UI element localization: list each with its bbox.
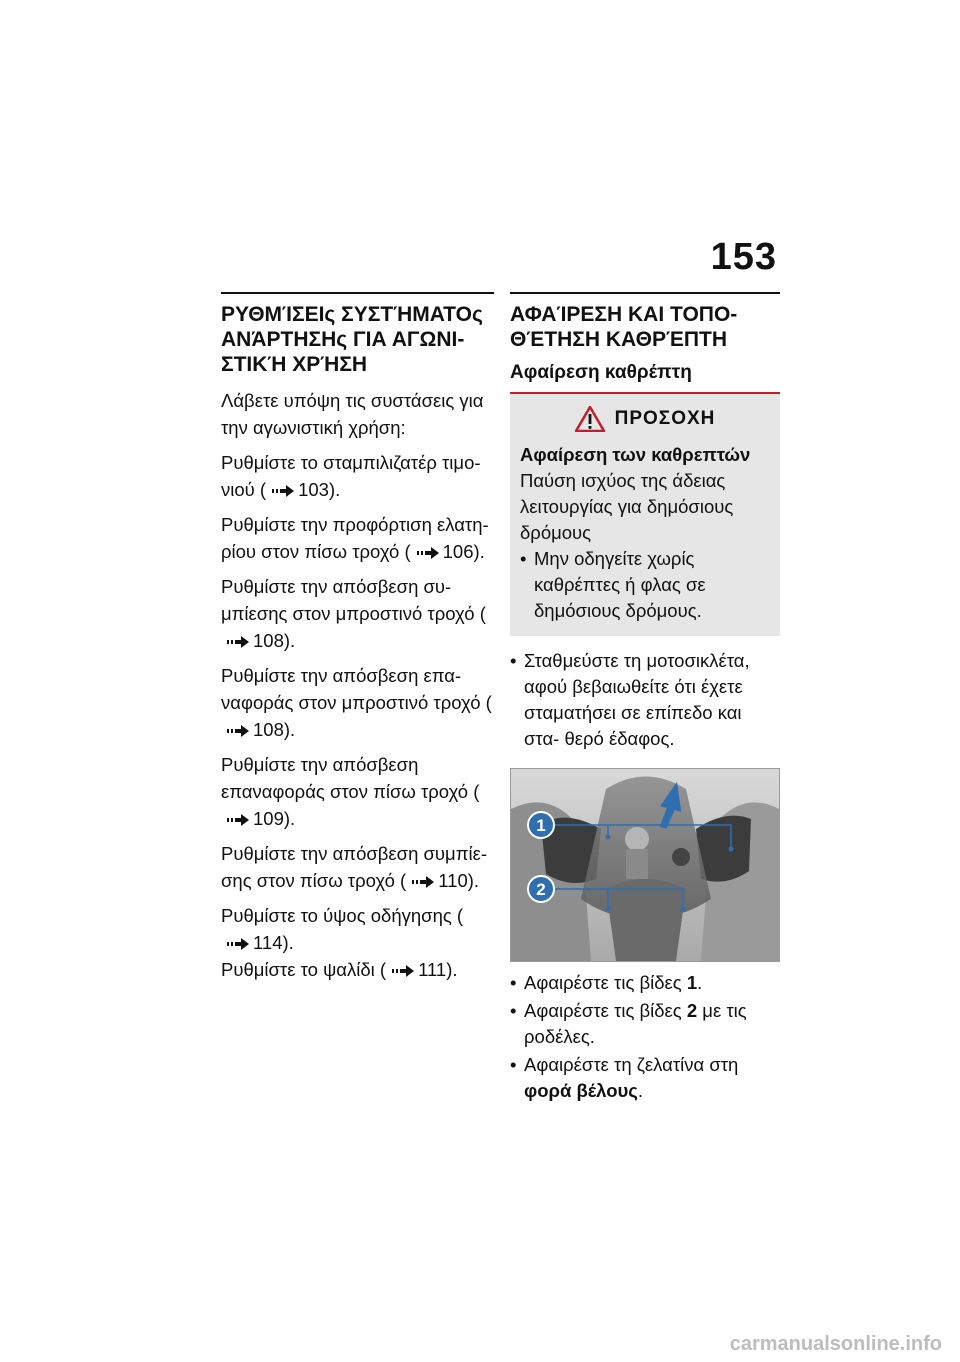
page-ref-link[interactable]: 111).	[418, 959, 458, 980]
warning-bullet: • Μην οδηγείτε χωρίς καθρέπτες ή φλας σε δημόσιους δρόμους.	[520, 546, 770, 624]
svg-text:2: 2	[536, 880, 546, 899]
step-text: Αφαιρέστε τις βίδες	[524, 1000, 687, 1021]
mirror-removal-figure	[510, 768, 780, 962]
adjust-item: Ρυθμίστε το ψαλίδι ( 111).	[221, 959, 458, 980]
adjust-item: Ρυθμίστε την προφόρτιση ελατη- ρίου στον πίσω τροχό ( 106).	[221, 514, 489, 562]
adjust-item-text: Ρυθμίστε το ψαλίδι	[221, 959, 375, 980]
section-title: ΡΥΘΜΊΣΕΙς ΣΥΣΤΉΜΑΤΟς ΑΝΆΡΤΗΣΗς ΓΙΑ ΑΓΩΝΙ- ΣΤΙΚΉ ΧΡΉΣΗ	[221, 303, 483, 376]
page-ref-arrow-icon	[227, 725, 249, 737]
adjust-item-text: Ρυθμίστε την προφόρτιση ελατη- ρίου στον πίσω τροχό	[221, 514, 489, 562]
warning-text: Παύση ισχύος της άδειας λειτουργίας για δημόσιους δρόμους	[520, 470, 734, 543]
page-ref-arrow-icon	[227, 938, 249, 950]
page-ref-link[interactable]: 114).	[253, 932, 294, 953]
section-divider	[510, 292, 780, 294]
warning-heading: Αφαίρεση των καθρεπτών	[520, 444, 751, 465]
left-column	[221, 292, 494, 991]
step-text: .	[697, 972, 703, 993]
subsection-title: Αφαίρεση καθρέπτη	[510, 362, 692, 383]
adjust-item-text: Ρυθμίστε την απόσβεση επαναφοράς στον πίσω τροχό	[221, 754, 469, 802]
callout-2	[528, 876, 554, 902]
page-ref-arrow-icon	[227, 636, 249, 648]
step-item	[510, 1052, 780, 1104]
watermark: carmanualsonline.info	[729, 1333, 942, 1355]
callout-1	[528, 812, 554, 838]
page-ref-arrow-icon	[392, 965, 414, 977]
adjust-item: Ρυθμίστε την απόσβεση συ- μπίεσης στον μπροστινό τροχό (108).	[221, 576, 486, 651]
section-divider	[221, 292, 494, 294]
adjust-item: Ρυθμίστε την απόσβεση επα- ναφοράς στον μπροστινό τροχό (108).	[221, 665, 492, 740]
warning-header	[520, 406, 770, 432]
page-ref-link[interactable]: 108).	[253, 630, 296, 651]
section-title: ΑΦΑΊΡΕΣΗ ΚΑΙ ΤΟΠΟ- ΘΈΤΗΣΗ ΚΑΘΡΈΠΤΗ	[510, 303, 738, 351]
step-ref: 2	[686, 1000, 698, 1021]
step-item	[510, 998, 780, 1050]
right-column	[510, 292, 780, 1106]
page-number: 153	[710, 236, 777, 278]
page-ref-arrow-icon	[412, 876, 434, 888]
step-text: με τις ροδέλες.	[524, 1000, 747, 1047]
page-ref-link[interactable]: 103).	[298, 479, 341, 500]
adjust-item: Ρυθμίστε την απόσβεση συμπίε- σης στον πίσω τροχό ( 110).	[221, 843, 487, 891]
svg-text:1: 1	[536, 816, 546, 835]
step-text: Αφαιρέστε τις βίδες	[524, 972, 687, 993]
page-ref-arrow-icon	[272, 485, 294, 497]
page-ref-link[interactable]: 109).	[253, 808, 296, 829]
step-ref: 1	[686, 972, 698, 993]
step-item: • Σταθμεύστε τη μοτοσικλέτα, αφού βεβαιωθείτε ότι έχετε σταματήσει σε επίπεδο και στα- θερό έδαφος.	[510, 648, 780, 752]
adjust-item: Ρυθμίστε την απόσβεση επαναφοράς στον πίσω τροχό (109).	[221, 754, 480, 829]
adjust-item-text: Ρυθμίστε την απόσβεση συμπίε- σης στον πίσω τροχό	[221, 843, 487, 891]
page-ref-link[interactable]: 108).	[253, 719, 296, 740]
step-ref: φορά βέλους	[524, 1080, 638, 1101]
step-text: Αφαιρέστε τη ζελατίνα στη	[524, 1054, 739, 1075]
warning-triangle-icon	[575, 406, 605, 432]
page-ref-arrow-icon	[227, 814, 249, 826]
adjust-item-text: Ρυθμίστε την απόσβεση επα- ναφοράς στον μπροστινό τροχό	[221, 665, 481, 713]
step-list	[510, 970, 780, 1104]
adjust-item: Ρυθμίστε το σταμπιλιζατέρ τιμο- νιού ( 103).	[221, 452, 481, 500]
adjust-item-text: Ρυθμίστε το ύψος οδήγησης	[221, 905, 452, 926]
intro-text: Λάβετε υπόψη τις συστάσεις για την αγωνιστική χρήση:	[221, 390, 484, 438]
adjust-item-text: Ρυθμίστε την απόσβεση συ- μπίεσης στον μπροστινό τροχό	[221, 576, 475, 624]
step-text: .	[637, 1080, 644, 1101]
adjust-item: Ρυθμίστε το ύψος οδήγησης (114).	[221, 905, 464, 953]
warning-box	[510, 392, 780, 636]
adjust-item-text: Ρυθμίστε το σταμπιλιζατέρ τιμο- νιού	[221, 452, 481, 500]
page-ref-arrow-icon	[417, 547, 439, 559]
warning-list	[520, 546, 770, 624]
page-ref-link[interactable]: 110).	[438, 870, 480, 891]
step-item	[510, 970, 780, 996]
step-list	[510, 648, 780, 752]
warning-title: ΠΡΟΣΟΧΗ	[614, 408, 716, 429]
page-ref-link[interactable]: 106).	[442, 541, 485, 562]
